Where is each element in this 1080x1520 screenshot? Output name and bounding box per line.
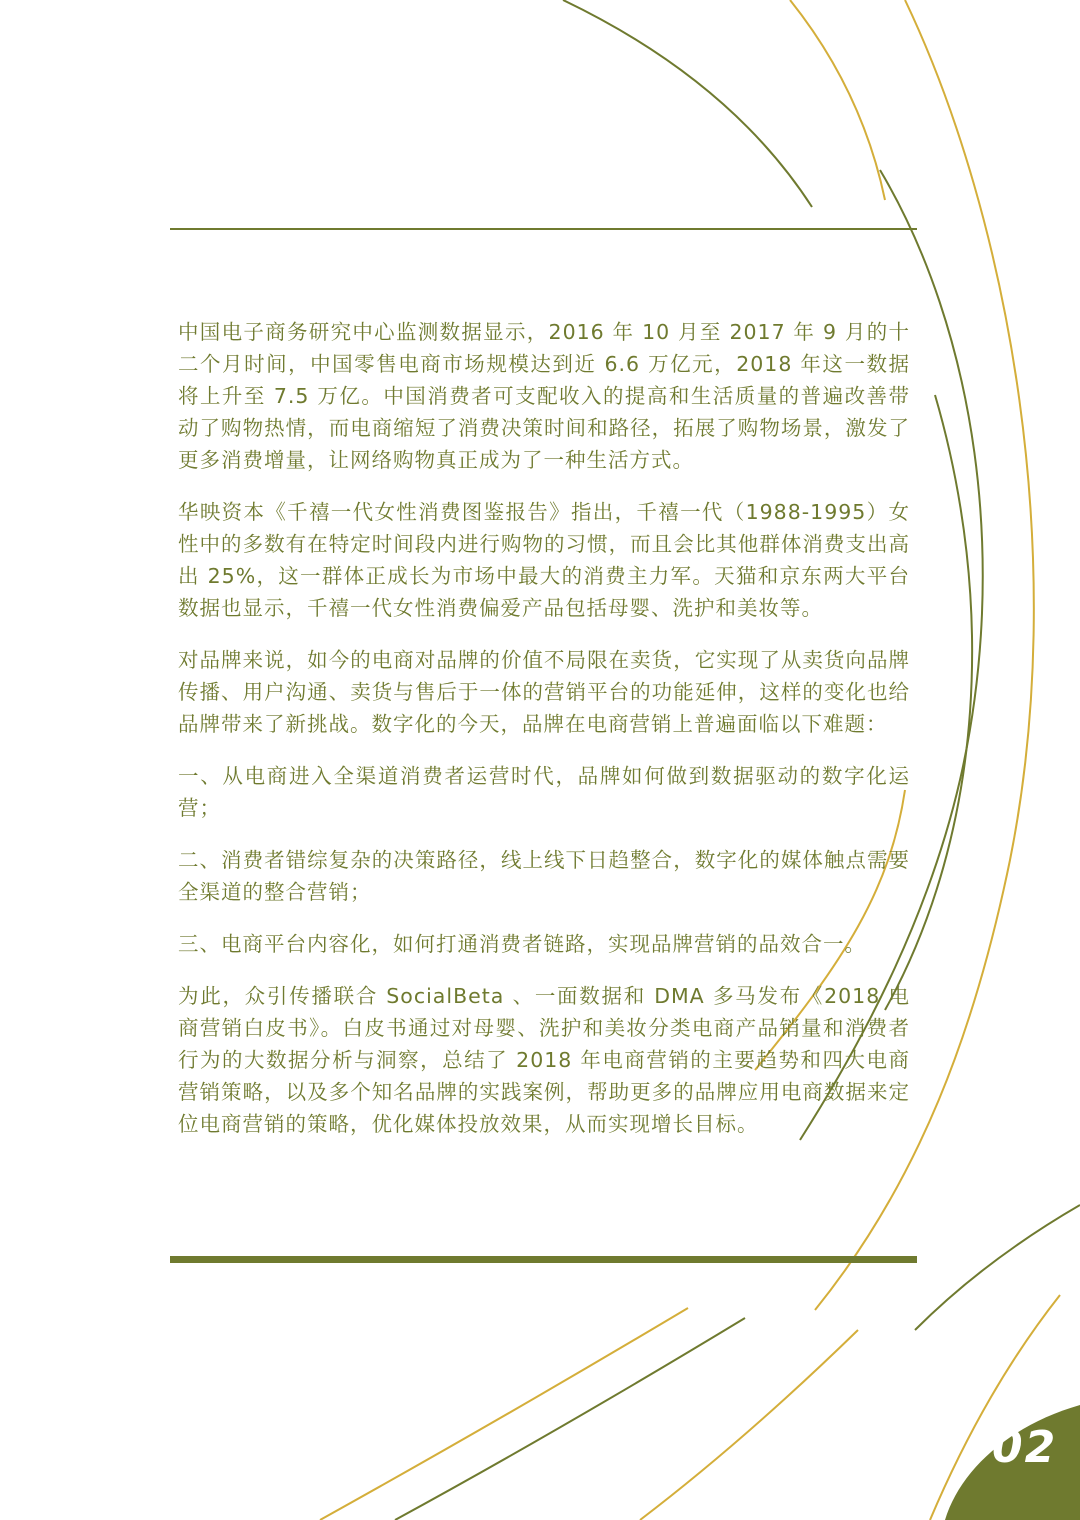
paragraph-whitepaper: 为此，众引传播联合 SocialBeta 、一面数据和 DMA 多马发布《2018 电商营销白皮书》。白皮书通过对母婴、洗护和美妆分类电商产品销量和消费者行为的大数据分析与洞察，总结了 2018 年电商营销的主要趋势和四大电商营销策略，以及多个知名品牌的实践案例，帮助更多的品牌应用电商数据来定位电商营销的策略，优化媒体投放效果，从而实现增长目标。 xyxy=(178,984,910,1136)
arc-olive-bottom xyxy=(395,1318,745,1520)
paragraph-intro: 中国电子商务研究中心监测数据显示，2016 年 10 月至 2017 年 9 月的十二个月时间，中国零售电商市场规模达到近 6.6 万亿元，2018 年这一数据将上升至 7.5 万亿。中国消费者可支配收入的提高和生活质量的普遍改善带动了购物热情，而电商缩短了消费决策时间和路径，拓展了购物场景，激发了更多消费增量，让网络购物真正成为了一种生活方式。 xyxy=(178,320,910,472)
list-item-challenge-2: 二、消费者错综复杂的决策路径，线上线下日趋整合，数字化的媒体触点需要全渠道的整合营销； xyxy=(178,848,910,904)
paragraph-millennials: 华映资本《千禧一代女性消费图鉴报告》指出，千禧一代（1988-1995）女性中的多数有在特定时间段内进行购物的习惯，而且会比其他群体消费支出高出 25%，这一群体正成长为市场中最大的消费主力军。天猫和京东两大平台数据也显示，千禧一代女性消费偏爱产品包括母婴、洗护和美妆等。 xyxy=(178,500,910,620)
arc-gold-bottom-2 xyxy=(640,1330,858,1520)
paragraph-brand-challenges: 对品牌来说，如今的电商对品牌的价值不局限在卖货，它实现了从卖货向品牌传播、用户沟通、卖货与售后于一体的营销平台的功能延伸，这样的变化也给品牌带来了新挑战。数字化的今天，品牌在电商营销上普遍面临以下难题： xyxy=(178,648,910,736)
arc-olive-top xyxy=(563,0,812,207)
bottom-divider xyxy=(170,1256,917,1263)
list-item-challenge-3: 三、电商平台内容化，如何打通消费者链路，实现品牌营销的品效合一。 xyxy=(178,932,866,956)
arc-olive-bottom-right xyxy=(915,1205,1080,1330)
page-number: 02 xyxy=(992,1422,1058,1473)
body-text xyxy=(178,316,910,1160)
arc-gold-top xyxy=(790,0,885,200)
top-divider xyxy=(170,228,917,230)
list-item-challenge-1: 一、从电商进入全渠道消费者运营时代，品牌如何做到数据驱动的数字化运营； xyxy=(178,764,910,820)
arc-gold-bottom-1 xyxy=(320,1308,688,1520)
